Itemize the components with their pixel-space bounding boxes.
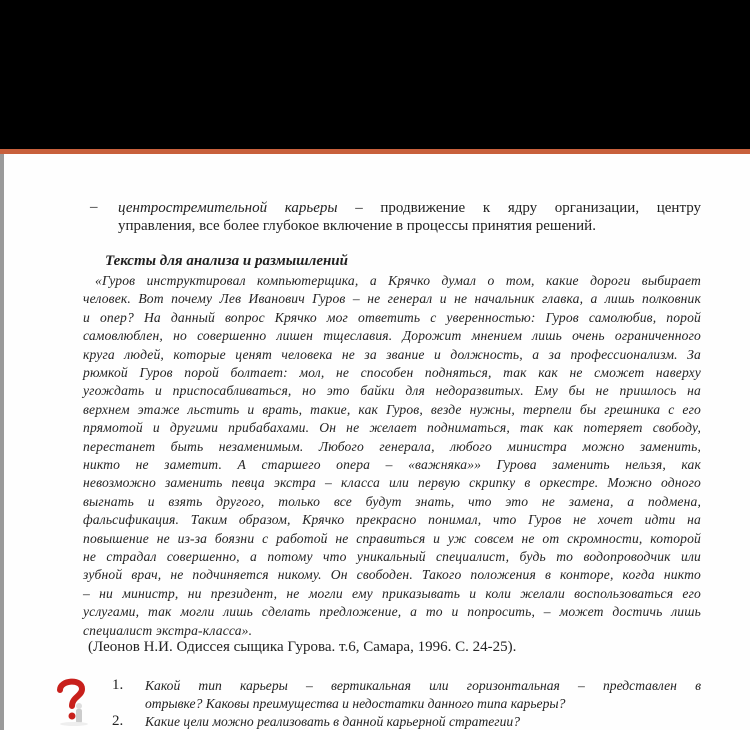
bullet-dash: – bbox=[90, 199, 98, 215]
bullet-line-1 bbox=[118, 199, 701, 217]
top-black-bar bbox=[0, 0, 750, 149]
paragraph-line: перестанет быть незаменимым. Любого генерала, любого министра можно заменить, bbox=[83, 438, 701, 454]
paragraph-line: верхнем этаже льстить и врать, такие, как Гуров, везде нужны, терпели бы грешника с его bbox=[83, 401, 701, 417]
paragraph-line: никто не заметит. А старшего опера – «важняка»» Гурова заменить нельзя, как bbox=[83, 457, 701, 472]
paragraph-line: «Гуров инструктировал компьютерщика, а Крячко думал о том, какие дороги выбирает bbox=[95, 273, 701, 288]
paragraph-line: самовлюблен, но совершенно лишен тщеславия. Дорожит мнением лишь очень ограниченного bbox=[83, 328, 701, 344]
paragraph-line: зубной врач, не подчиняется никому. Он свободен. Такого положения в конторе, когда никто bbox=[83, 567, 701, 583]
paragraph-line: круга людей, которые ценят человека не за звание и должность, а за профессионализм. За bbox=[83, 346, 701, 362]
paragraph-line: специалист экстра-класса». bbox=[83, 622, 253, 638]
question-text: Какой тип карьеры – вертикальная или горизонтальная – представлен в bbox=[145, 678, 701, 693]
paragraph-line: повышение не из-за боязни с работой не справиться и уж совсем не от скромности, которой bbox=[83, 530, 701, 546]
paragraph-line: рюмкой Гуров порой болтает: мол, не способен подняться, так как не сможет наверху bbox=[83, 365, 701, 380]
section-heading: Тексты для анализа и размышлений bbox=[105, 253, 348, 269]
citation: (Леонов Н.И. Одиссея сыщика Гурова. т.6, Самара, 1996. С. 24-25). bbox=[88, 639, 517, 655]
paragraph-line: угождать и приспосабливаться, но это байки для недоразвитых. Ему бы не пришлось на bbox=[83, 383, 701, 399]
paragraph-line: прямотой и другими прибабахами. Он не желает подниматься, так как потеряет свободу, bbox=[83, 420, 701, 436]
bullet-term: центростремительной карьеры bbox=[118, 200, 338, 216]
question-mark-person-icon bbox=[52, 676, 92, 726]
bullet-text-1: – продвижение к ядру организации, центру bbox=[337, 200, 701, 216]
paragraph-line: невозможно заменить певца экстра – класса или первую скрипку в оркестре. Можно одного bbox=[83, 475, 701, 491]
paragraph-line: человек. Вот почему Лев Иванович Гуров – не генерал и не начальник главка, а лишь полковник bbox=[83, 291, 701, 307]
question-text: Какие цели можно реализовать в данной карьерной стратегии? bbox=[145, 714, 520, 729]
question-number: 1. bbox=[112, 677, 124, 693]
bullet-line-2: управления, все более глубокое включение в процессы принятия решений. bbox=[118, 218, 596, 234]
question-number: 2. bbox=[112, 713, 124, 729]
paragraph-line: выгнать и взять другого, только все будут знать, что это не замена, а подмена, bbox=[83, 493, 701, 509]
paragraph-line: не страдал совершенно, а потому что уникальный специалист, будь то водопроводчик или bbox=[83, 549, 701, 564]
question-text: отрывке? Каковы преимущества и недостатки данного типа карьеры? bbox=[145, 696, 566, 711]
paragraph-line: – ни министр, ни президент, не могли ему приказывать и коли желали воспользоваться его bbox=[83, 585, 701, 601]
paragraph-line: фальсификация. Таким образом, Крячко прекрасно понимал, что Гуров не хочет идти на bbox=[83, 512, 701, 528]
paragraph-line: и опер? На данный вопрос Крячко мог ответить с уверенностью: Гуров самолюбив, порой bbox=[83, 309, 701, 325]
paragraph-line: услугами, так могли лишь сделать предложение, а то и попросить, – может достичь лишь bbox=[83, 604, 701, 620]
